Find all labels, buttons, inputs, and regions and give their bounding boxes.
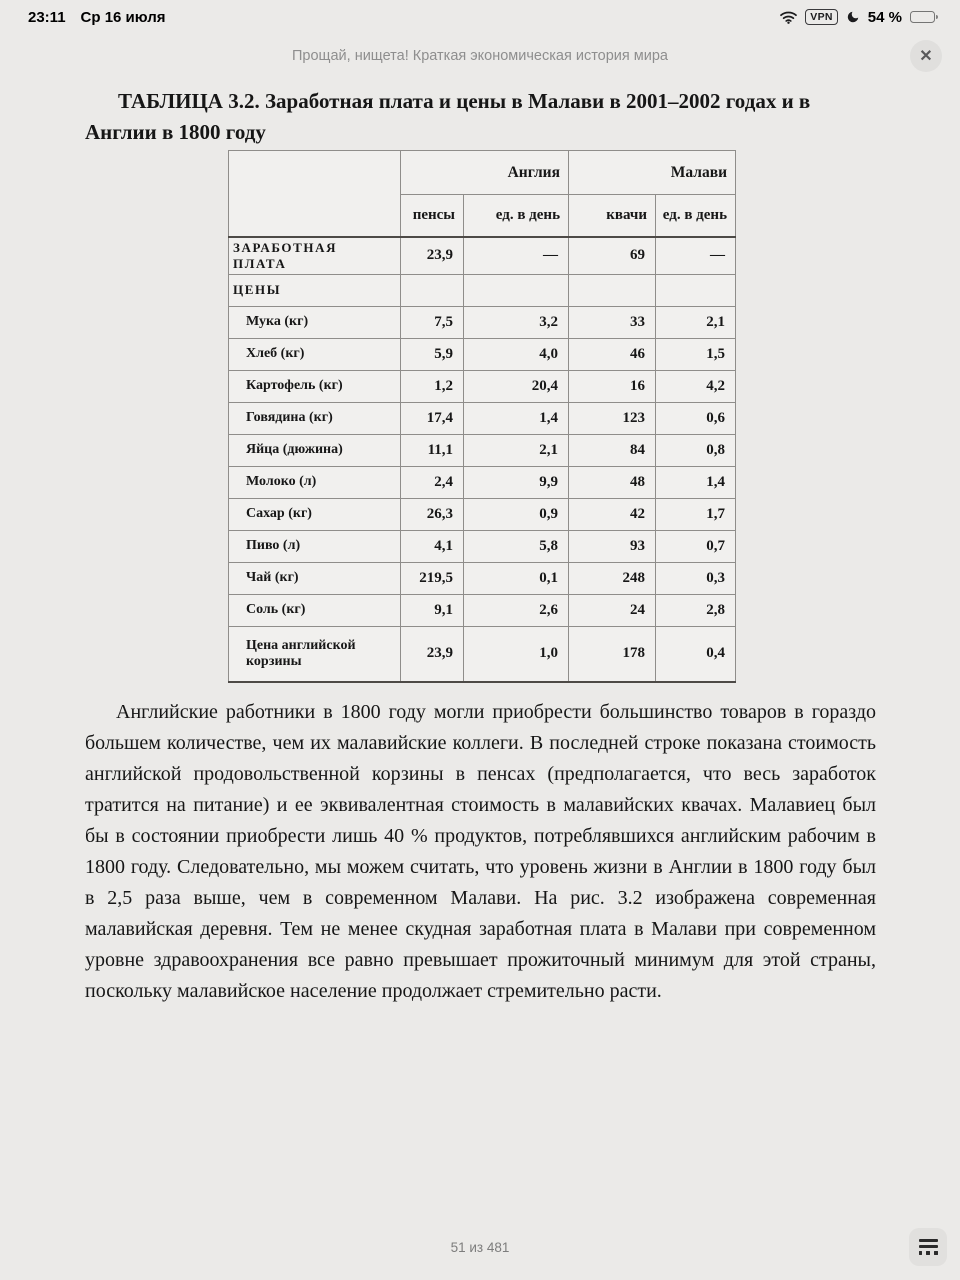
table-row xyxy=(229,237,736,275)
cell-value: 69 xyxy=(569,237,656,275)
contents-menu-icon xyxy=(919,1239,938,1254)
cell-value: 0,8 xyxy=(656,434,736,466)
row-label: Сахар (кг) xyxy=(229,498,401,530)
row-label: Хлеб (кг) xyxy=(229,338,401,370)
cell-value: 1,5 xyxy=(656,338,736,370)
cell-value: 46 xyxy=(569,338,656,370)
table-row xyxy=(229,434,736,466)
cell-value: 4,0 xyxy=(464,338,569,370)
cell-value: 17,4 xyxy=(401,402,464,434)
cell-value: 7,5 xyxy=(401,306,464,338)
cell-value: 219,5 xyxy=(401,562,464,594)
row-label: Яйца (дюжина) xyxy=(229,434,401,466)
table-row xyxy=(229,306,736,338)
cell-value: 9,9 xyxy=(464,466,569,498)
cell-value: 123 xyxy=(569,402,656,434)
moon-focus-icon xyxy=(846,10,860,24)
page-indicator: 51 из 481 xyxy=(450,1240,510,1255)
table-corner-cell xyxy=(229,151,401,237)
cell-value xyxy=(464,274,569,306)
table-row xyxy=(229,562,736,594)
row-label: Соль (кг) xyxy=(229,594,401,626)
row-label: Говядина (кг) xyxy=(229,402,401,434)
column-header-pence: пенсы xyxy=(401,195,464,237)
cell-value: 4,1 xyxy=(401,530,464,562)
wifi-icon xyxy=(780,11,797,24)
cell-value: 0,9 xyxy=(464,498,569,530)
cell-value: 0,7 xyxy=(656,530,736,562)
cell-value: 248 xyxy=(569,562,656,594)
cell-value: 24 xyxy=(569,594,656,626)
table-row xyxy=(229,594,736,626)
cell-value: 9,1 xyxy=(401,594,464,626)
table-row xyxy=(229,338,736,370)
row-label: Молоко (л) xyxy=(229,466,401,498)
cell-value: 11,1 xyxy=(401,434,464,466)
cell-value xyxy=(569,274,656,306)
table-row xyxy=(229,498,736,530)
clock-time: 23:11 xyxy=(28,8,66,26)
cell-value: 1,7 xyxy=(656,498,736,530)
column-group-england: Англия xyxy=(401,151,569,195)
cell-value: 2,6 xyxy=(464,594,569,626)
cell-value: 0,6 xyxy=(656,402,736,434)
cell-value: 48 xyxy=(569,466,656,498)
cell-value: 26,3 xyxy=(401,498,464,530)
cell-value: 1,2 xyxy=(401,370,464,402)
cell-value: 33 xyxy=(569,306,656,338)
cell-value: 20,4 xyxy=(464,370,569,402)
row-label: Чай (кг) xyxy=(229,562,401,594)
cell-value: 23,9 xyxy=(401,626,464,682)
reader-menu-button[interactable] xyxy=(909,1228,947,1266)
cell-value: 1,4 xyxy=(464,402,569,434)
column-header-units-england: ед. в день xyxy=(464,195,569,237)
cell-value: 2,8 xyxy=(656,594,736,626)
close-icon: ✕ xyxy=(919,48,933,65)
table-row xyxy=(229,530,736,562)
table-row xyxy=(229,370,736,402)
close-button[interactable] xyxy=(910,40,942,72)
cell-value: 4,2 xyxy=(656,370,736,402)
cell-value: 84 xyxy=(569,434,656,466)
reader-header xyxy=(0,46,960,82)
table-row xyxy=(229,626,736,682)
cell-value: 2,1 xyxy=(464,434,569,466)
row-label: Мука (кг) xyxy=(229,306,401,338)
table-row xyxy=(229,402,736,434)
column-header-units-malawi: ед. в день xyxy=(656,195,736,237)
book-title: Прощай, нищета! Краткая экономическая история мира xyxy=(292,48,668,64)
row-label: Картофель (кг) xyxy=(229,370,401,402)
cell-value: 23,9 xyxy=(401,237,464,275)
cell-value: 0,4 xyxy=(656,626,736,682)
cell-value: 3,2 xyxy=(464,306,569,338)
cell-value: 5,8 xyxy=(464,530,569,562)
cell-value xyxy=(401,274,464,306)
cell-value: 42 xyxy=(569,498,656,530)
table-caption: ТАБЛИЦА 3.2. Заработная плата и цены в Малави в 2001–2002 годах и в Англии в 1800 году xyxy=(85,89,811,144)
cell-value: 93 xyxy=(569,530,656,562)
row-label: Цена английской корзины xyxy=(229,626,401,682)
row-label: ЗАРАБОТНАЯ ПЛАТА xyxy=(229,237,401,275)
cell-value: 0,1 xyxy=(464,562,569,594)
cell-value: — xyxy=(656,237,736,275)
battery-icon xyxy=(910,11,938,24)
cell-value: 2,1 xyxy=(656,306,736,338)
cell-value: 178 xyxy=(569,626,656,682)
column-header-kwacha: квачи xyxy=(569,195,656,237)
status-bar xyxy=(0,0,960,26)
clock-date: Ср 16 июля xyxy=(80,8,166,26)
column-group-malawi: Малави xyxy=(569,151,736,195)
cell-value: 5,9 xyxy=(401,338,464,370)
cell-value: 0,3 xyxy=(656,562,736,594)
row-label: Пиво (л) xyxy=(229,530,401,562)
table-row xyxy=(229,274,736,306)
battery-percent-label: 54 % xyxy=(867,8,902,26)
vpn-badge: VPN xyxy=(805,9,838,25)
cell-value: 2,4 xyxy=(401,466,464,498)
row-label: ЦЕНЫ xyxy=(229,274,401,306)
cell-value: 1,0 xyxy=(464,626,569,682)
cell-value: — xyxy=(464,237,569,275)
cell-value: 1,4 xyxy=(656,466,736,498)
cell-value xyxy=(656,274,736,306)
body-paragraph: Английские работники в 1800 году могли приобрести большинство товаров в гораздо большем количестве, чем их малавийские коллеги. В последней строке показана стоимость английской продовольственной корзины в пенсах (предполагается, что весь заработок тратится на питание) и ее эквивалентная стоимость в малавийских квачах. Малавиец был бы в состоянии приобрести лишь 40 % продуктов, потреблявшихся английским рабочим в 1800 году. Следовательно, мы можем считать, что уровень жизни в Англии в 1800 году был в 2,5 раза выше, чем в современном Малави. На рис. 3.2 изображена современная малавийская деревня. Тем не менее скудная заработная плата в Малави при современном уровне здравоохранения все равно превышает прожиточный минимум для этой страны, поскольку малавийское население продолжает стремительно расти. xyxy=(85,701,876,1002)
wages-prices-table xyxy=(228,150,736,683)
cell-value: 16 xyxy=(569,370,656,402)
table-row xyxy=(229,466,736,498)
